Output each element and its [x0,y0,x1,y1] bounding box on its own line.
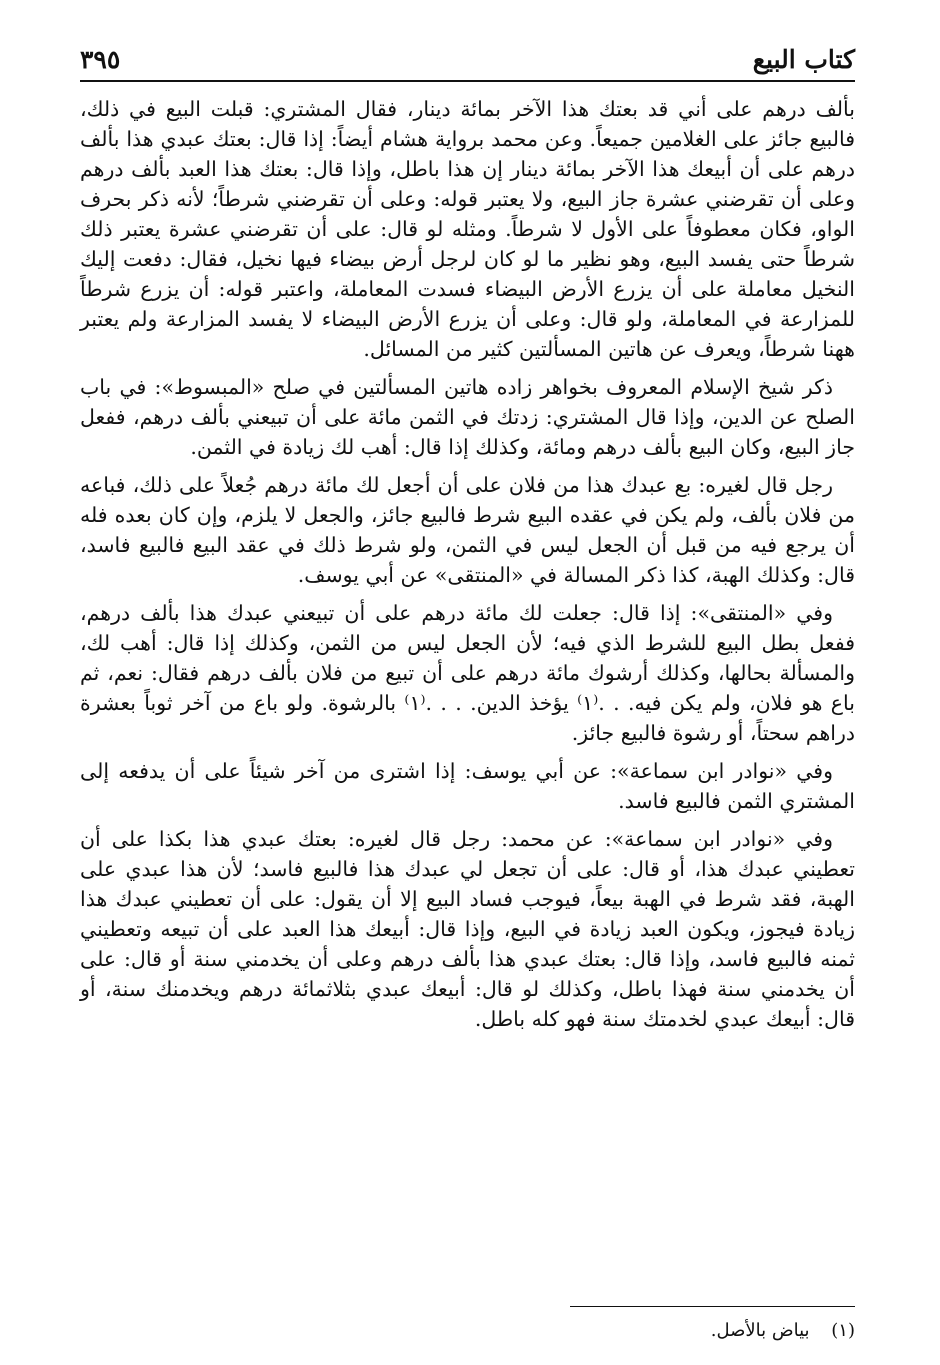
header-rule [80,80,855,82]
footnote [455,1318,855,1344]
footnote-text: بياض بالأصل. [710,1320,810,1341]
paragraph: بألف درهم على أني قد بعتك هذا الآخر بمائة دينار، فقال المشتري: قبلت البيع في ذلك، فالبيع جائز على الغلامين جميعاً. وعن محمد برواية هشام أيضاً: إذا قال: بعتك عبدي هذا بألف درهم على أن أبيعك هذا الآخر بمائة دينار إن هذا باطل، وإذا قال: بعتك هذا العبد بألف درهم وعلى أن تقرضني عشرة جاز البيع، ولا يعتبر قوله: وعلى أن تقرضني شرطاً؛ لأنه ذكر بحرف الواو، فكان معطوفاً على الأول لا شرطاً. ومثله لو قال: على أن تقرضني عشرة يعتبر ذلك شرطاً حتى يفسد البيع، وهو نظير ما لو كان لرجل أرض بيضاء فيها نخيل، فقال: دفعت إليك النخيل معاملة على أن يزرع الأرض البيضاء فسدت المعاملة، واعتبر قوله: أن يزرع شرطاً للمزارعة في المعاملة، ولو قال: وعلى أن يزرع الأرض البيضاء لا يفسد المزارعة ولم يعتبر ههنا شرطاً، ويعرف عن هاتين المسألتين كثير من المسائل. [80,97,855,361]
paragraph: رجل قال لغيره: بع عبدك هذا من فلان على أن أجعل لك مائة درهم جُعلاً على ذلك، فباعه من فلان بألف، ولم يكن في عقده البيع شرط فالبيع جائز، والجعل لا يلزم، وإن كان بعده فله أن يرجع فيه من قبل أن الجعل ليس في الثمن، ولو شرط ذلك في عقد البيع فالبيع فاسد، قال: وكذلك الهبة، كذا ذكر المسالة في «المنتقى» عن أبي يوسف. [80,473,855,587]
footnote-rule [570,1306,855,1307]
footnote-number: (١) [831,1320,855,1341]
running-header [80,28,855,74]
page-number: ٣٩٥ [80,45,121,74]
main-text [80,94,855,1042]
chapter-title: كتاب البيع [752,45,855,74]
paragraph: وفي «نوادر ابن سماعة»: عن محمد: رجل قال لغيره: بعتك عبدي هذا بكذا على أن تعطيني عبدك هذا، أو قال: على أن تجعل لي عبدك هذا فالبيع فاسد؛ لأن هذا عبدي على الهبة، فقد شرط في الهبة بيعاً، فيوجب فساد البيع إلا أن يقول: على أن تعطيني عبدك هذا زيادة فيجوز، ويكون العبد زيادة في البيع، وإذا قال: أبيعك هذا العبد على أن تبيعه وتعطيني ثمنه فالبيع فاسد، وإذا قال: بعتك عبدي هذا بألف درهم وعلى أن يخدمني سنة أو قال: على أن يخدمني سنة فهذا باطل، وكذلك لو قال: أبيعك عبدي بثلاثمائة درهم ويخدمنك سنة، أو قال: أبيعك عبدي لخدمتك سنة فهو كله باطل. [80,827,855,1031]
paragraph: وفي «نوادر ابن سماعة»: عن أبي يوسف: إذا اشترى من آخر شيئاً على أن يدفعه إلى المشتري الثمن فالبيع فاسد. [80,759,855,813]
paragraph: وفي «المنتقى»: إذا قال: جعلت لك مائة درهم على أن تبيعني عبدك هذا بألف درهم، ففعل بطل البيع للشرط الذي فيه؛ لأن الجعل ليس من الثمن، وكذلك إذا قال: أهب لك، والمسألة بحالها، وكذلك أرشوك مائة درهم على أن تبيع من فلان بألف درهم فقال: نعم، ثم باع هو فلان، ولم يكن فيه. . .⁽١⁾ يؤخذ الدين. . . .⁽١⁾ بالرشوة. ولو باع من آخر ثوباً بعشرة دراهم سحتاً، أو رشوة فالبيع جائز. [80,601,855,745]
paragraph: ذكر شيخ الإسلام المعروف بخواهر زاده هاتين المسألتين في صلح «المبسوط»: في باب الصلح عن الدين، وإذا قال المشتري: زدتك في الثمن مائة على أن تبيعني بألف درهم، ففعل جاز البيع، وكان البيع بألف درهم ومائة، وكذلك إذا قال: أهب لك زيادة في الثمن. [80,375,855,459]
